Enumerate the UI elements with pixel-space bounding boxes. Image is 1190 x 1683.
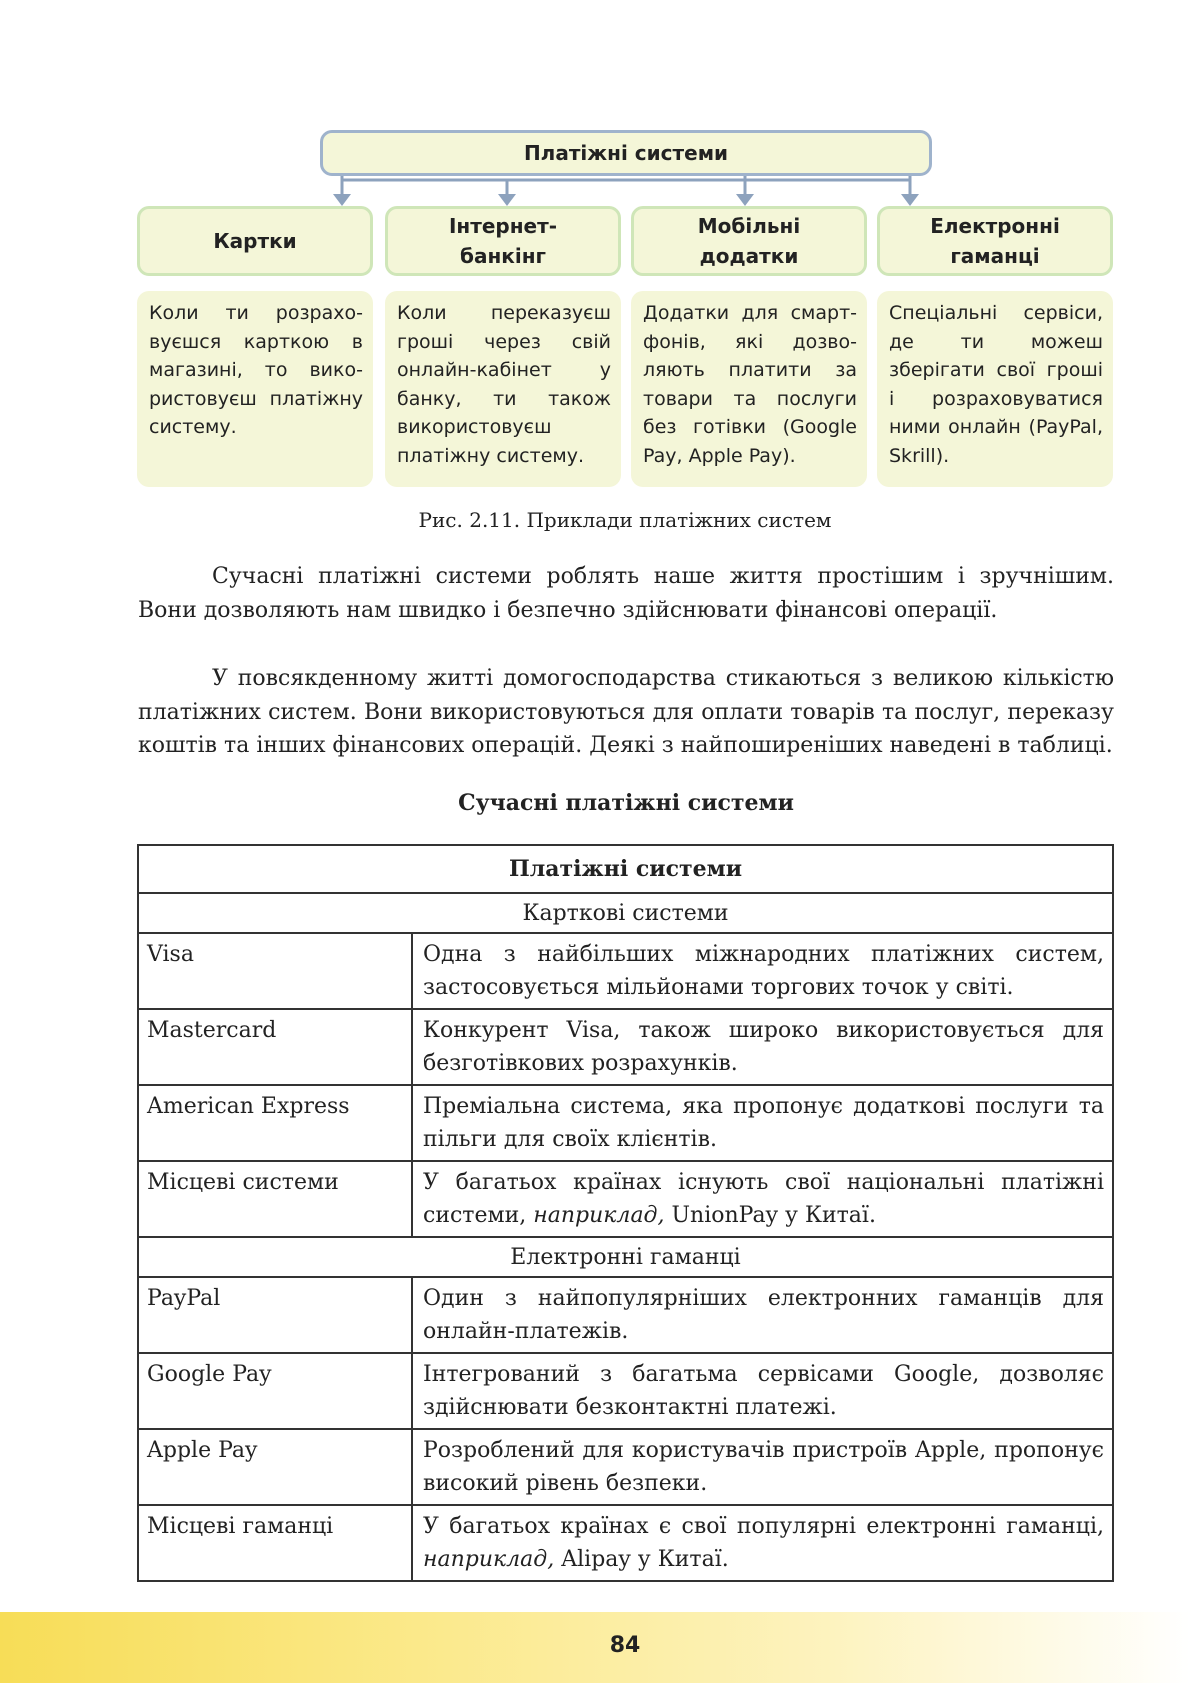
row-description: Конкурент Visa, також широко використовується для безготівкових розрахунків. <box>412 1009 1113 1085</box>
diagram-connector-arrows <box>0 0 1190 210</box>
table-row <box>138 933 1113 1009</box>
table-header: Платіжні системи <box>138 845 1113 893</box>
table-row <box>138 1009 1113 1085</box>
table-row <box>138 1085 1113 1161</box>
table-row <box>138 1505 1113 1581</box>
row-name: Місцеві гаманці <box>138 1505 412 1581</box>
table-row <box>138 1353 1113 1429</box>
figure-caption: Рис. 2.11. Приклади платіжних систем <box>418 508 832 532</box>
category-description-internet-banking: Коли переказуєш гроші через свій онлайн-кабінет у банку, ти також використовуєш платіжну систему. <box>385 291 621 487</box>
payment-systems-diagram <box>0 0 1190 500</box>
category-description-mobile-apps: Додатки для смартфонів, які дозволяють платити за товари та послуги без готівки (Google Pay, Apple Pay). <box>631 291 867 487</box>
row-description: Одна з найбільших міжнародних платіжних систем, застосовується мільйонами торгових точок у світі. <box>412 933 1113 1009</box>
row-description <box>412 1161 1113 1237</box>
row-name: Місцеві системи <box>138 1161 412 1237</box>
desc-text: У багатьох країнах є свої популярні електронні гаманці, <box>423 1514 1104 1539</box>
table-row <box>138 1161 1113 1237</box>
category-box-cards: Картки <box>137 206 373 276</box>
row-name: Visa <box>138 933 412 1009</box>
row-name: Google Pay <box>138 1353 412 1429</box>
paragraph-1: Сучасні платіжні системи роблять наше життя простішим і зручнішим. Вони дозволяють нам швидко і безпечно здійснювати фінансові операції. <box>138 564 1114 623</box>
section-card-systems: Карткові системи <box>138 893 1113 933</box>
table-title: Сучасні платіжні системи <box>458 790 794 816</box>
row-description: Розроблений для користувачів пристроїв Apple, пропонує високий рівень безпеки. <box>412 1429 1113 1505</box>
row-description: Преміальна система, яка пропонує додаткові послуги та пільги для своїх клієнтів. <box>412 1085 1113 1161</box>
desc-text: У багатьох країнах існують свої національні платіжні системи, <box>423 1170 1104 1228</box>
desc-text: Alipay у Китаї. <box>554 1547 729 1572</box>
payment-systems-table <box>137 844 1114 1582</box>
row-name: Mastercard <box>138 1009 412 1085</box>
category-box-mobile-apps: Мобільні додатки <box>631 206 867 276</box>
category-box-e-wallets: Електронні гаманці <box>877 206 1113 276</box>
page-number: 84 <box>609 1633 641 1658</box>
diagram-root-box: Платіжні системи <box>320 130 932 176</box>
category-box-internet-banking: Інтернет- банкінг <box>385 206 621 276</box>
category-description-cards: Коли ти розраховуєшся карткою в магазині, то використовуєш платіжну систему. <box>137 291 373 487</box>
row-description: Один з найпопулярніших електронних гаманців для онлайн-платежів. <box>412 1277 1113 1353</box>
row-description <box>412 1505 1113 1581</box>
table-row <box>138 1277 1113 1353</box>
desc-text: UnionPay у Китаї. <box>664 1203 876 1228</box>
paragraph-2: У повсякденному житті домогосподарства стикаються з великою кількістю платіжних систем. Вони використовуються для оплати товарів та послуг, переказу коштів та інших фінансових операцій. Деякі з найпоширеніших наведені в таблиці. <box>138 666 1114 758</box>
desc-italic: наприклад, <box>423 1547 555 1572</box>
row-name: Apple Pay <box>138 1429 412 1505</box>
row-description: Інтегрований з багатьма сервісами Google, дозволяє здійснювати безконтактні платежі. <box>412 1353 1113 1429</box>
table-row <box>138 1429 1113 1505</box>
section-e-wallets: Електронні гаманці <box>138 1237 1113 1277</box>
category-description-e-wallets: Спеціальні сервіси, де ти можеш зберігати свої гроші і розраховуватися ними онлайн (PayPal, Skrill). <box>877 291 1113 487</box>
row-name: American Express <box>138 1085 412 1161</box>
row-name: PayPal <box>138 1277 412 1353</box>
desc-italic: наприклад, <box>533 1203 665 1228</box>
